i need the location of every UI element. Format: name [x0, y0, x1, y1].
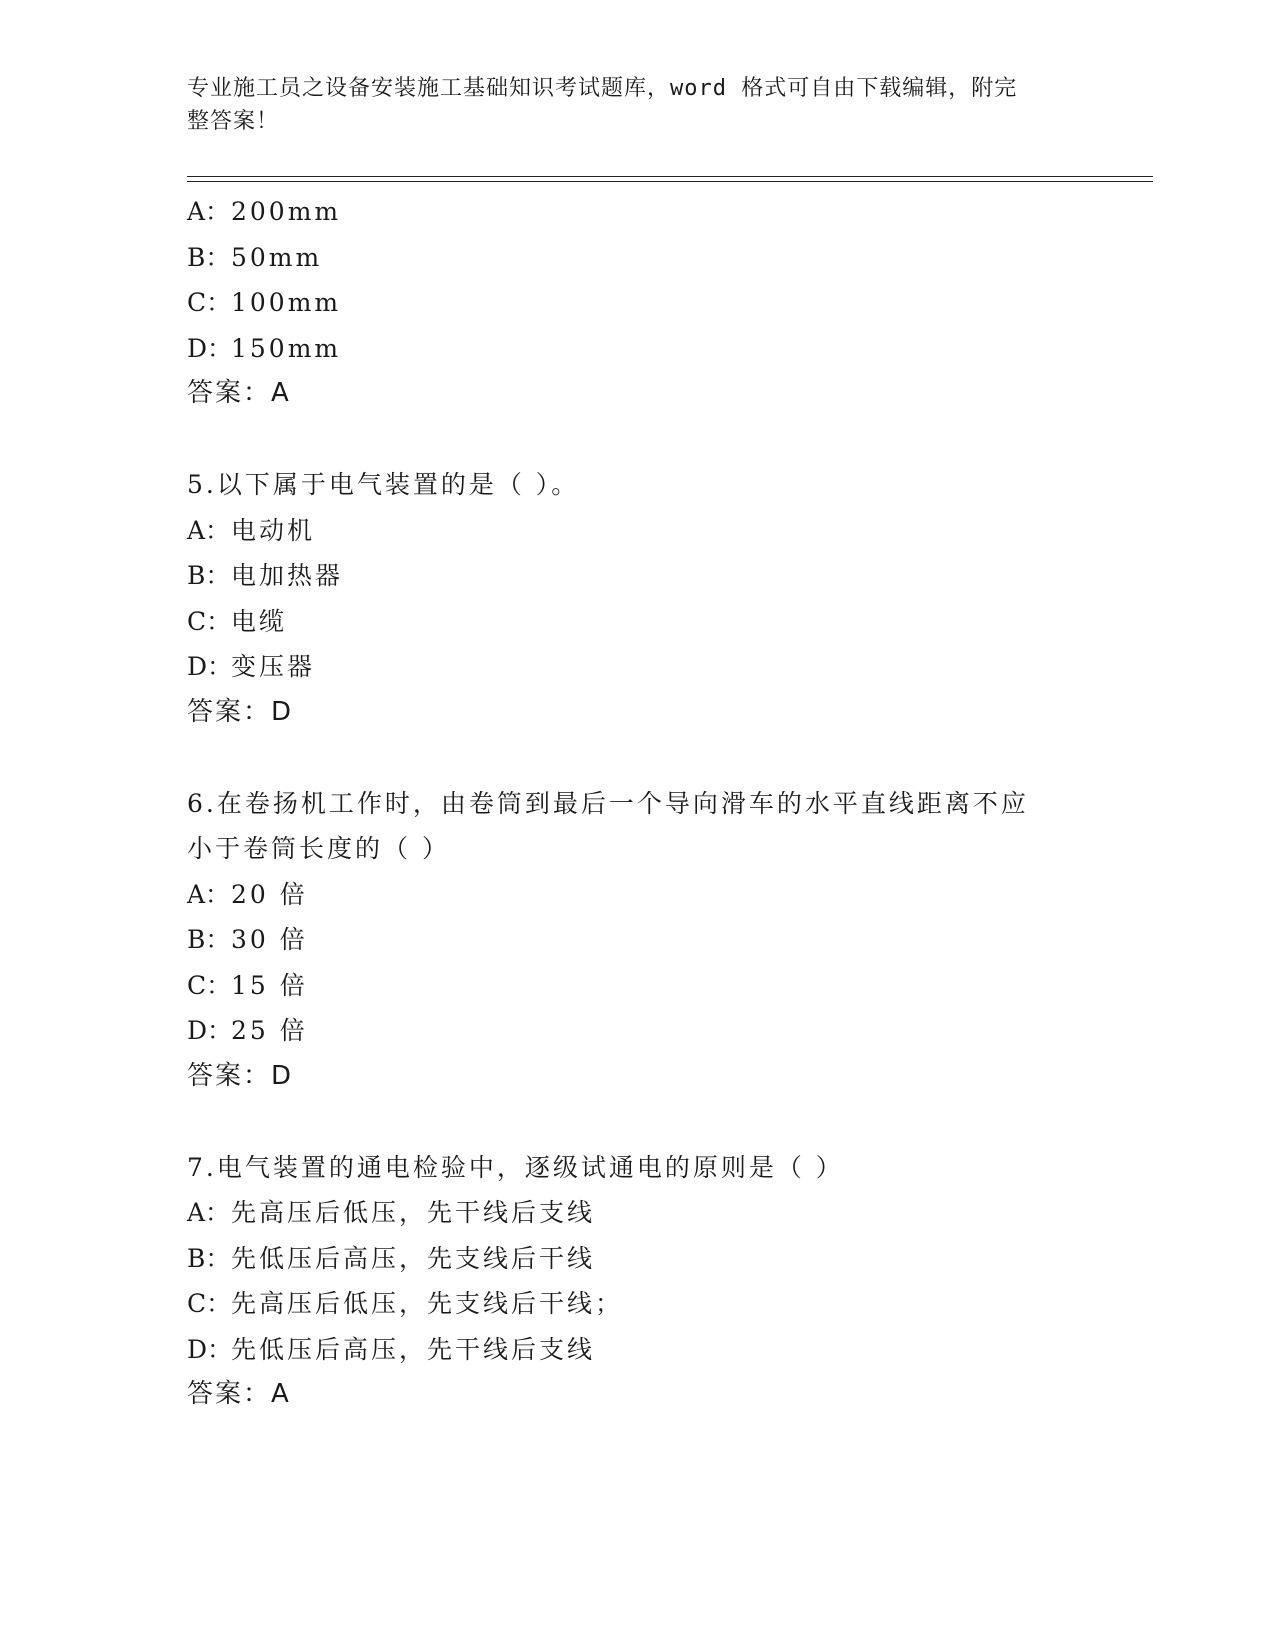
spacer — [187, 417, 1067, 463]
option-a — [187, 189, 1067, 235]
option-d — [187, 1327, 1067, 1373]
question-stem-line-2: 小于卷筒长度的（ ） — [187, 834, 450, 863]
option-text: 150mm — [231, 333, 342, 363]
option-letter: A： — [187, 197, 231, 226]
option-letter: C： — [187, 970, 232, 1000]
answer-line: 答案：A — [187, 378, 291, 408]
question-6 — [187, 781, 1067, 1100]
option-c — [187, 1281, 1067, 1327]
option-c — [187, 280, 1067, 326]
option-letter: C： — [187, 606, 232, 636]
question-stem-line-1: 6.在卷扬机工作时，由卷筒到最后一个导向滑车的水平直线距离不应 — [187, 788, 1029, 818]
option-text: 100mm — [231, 288, 342, 317]
option-d — [187, 1008, 1067, 1054]
option-text: 电加热器 — [231, 561, 344, 590]
option-text: 200mm — [231, 197, 342, 226]
option-text: 先低压后高压，先干线后支线 — [231, 1334, 596, 1364]
option-letter: B： — [187, 561, 231, 590]
option-b — [187, 235, 1067, 281]
option-letter: D： — [187, 1016, 233, 1045]
option-b — [187, 917, 1067, 963]
option-d — [187, 644, 1067, 690]
option-a — [187, 508, 1067, 554]
option-text: 先高压后低压，先支线后干线； — [231, 1289, 624, 1318]
page-header — [187, 72, 1067, 138]
option-letter: B： — [187, 925, 231, 954]
header-line-1: 专业施工员之设备安装施工基础知识考试题库，word 格式可自由下载编辑，附完 — [187, 76, 1018, 101]
option-text: 变压器 — [231, 652, 316, 681]
question-stem: 5.以下属于电气装置的是（ ）。 — [187, 470, 580, 499]
option-b — [187, 1236, 1067, 1282]
option-letter: D： — [187, 333, 233, 363]
header-divider-top — [187, 176, 1153, 177]
option-letter: A： — [187, 879, 231, 909]
option-letter: C： — [187, 1289, 232, 1318]
question-5 — [187, 462, 1067, 735]
option-text: 50mm — [231, 242, 323, 272]
option-letter: A： — [187, 1198, 231, 1227]
answer-line: 答案：A — [187, 1379, 291, 1409]
answer-line: 答案：D — [187, 696, 294, 727]
option-letter: A： — [187, 515, 231, 545]
option-letter: C： — [187, 288, 232, 317]
option-text: 15 倍 — [231, 970, 308, 1000]
option-a — [187, 872, 1067, 918]
option-c — [187, 963, 1067, 1009]
option-text: 电缆 — [231, 606, 288, 636]
option-a — [187, 1190, 1067, 1236]
option-text: 30 倍 — [231, 925, 308, 954]
question-stem: 7.电气装置的通电检验中，逐级试通电的原则是（ ） — [187, 1152, 844, 1182]
option-b — [187, 553, 1067, 599]
option-text: 25 倍 — [231, 1016, 308, 1045]
option-text: 先低压后高压，先支线后干线 — [231, 1243, 596, 1273]
header-divider-bottom — [187, 181, 1153, 182]
question-list — [187, 189, 1067, 1418]
option-letter: B： — [187, 1243, 231, 1273]
spacer — [187, 735, 1067, 781]
option-text: 先高压后低压，先干线后支线 — [231, 1198, 596, 1227]
option-d — [187, 326, 1067, 372]
option-c — [187, 599, 1067, 645]
option-letter: D： — [187, 1334, 233, 1364]
option-text: 电动机 — [231, 515, 316, 545]
answer-line: 答案：D — [187, 1060, 294, 1091]
option-letter: D： — [187, 652, 233, 681]
option-text: 20 倍 — [231, 879, 308, 909]
spacer — [187, 1099, 1067, 1145]
question-4 — [187, 189, 1067, 417]
option-letter: B： — [187, 242, 231, 272]
header-line-2: 整答案！ — [187, 109, 280, 134]
question-7 — [187, 1145, 1067, 1418]
